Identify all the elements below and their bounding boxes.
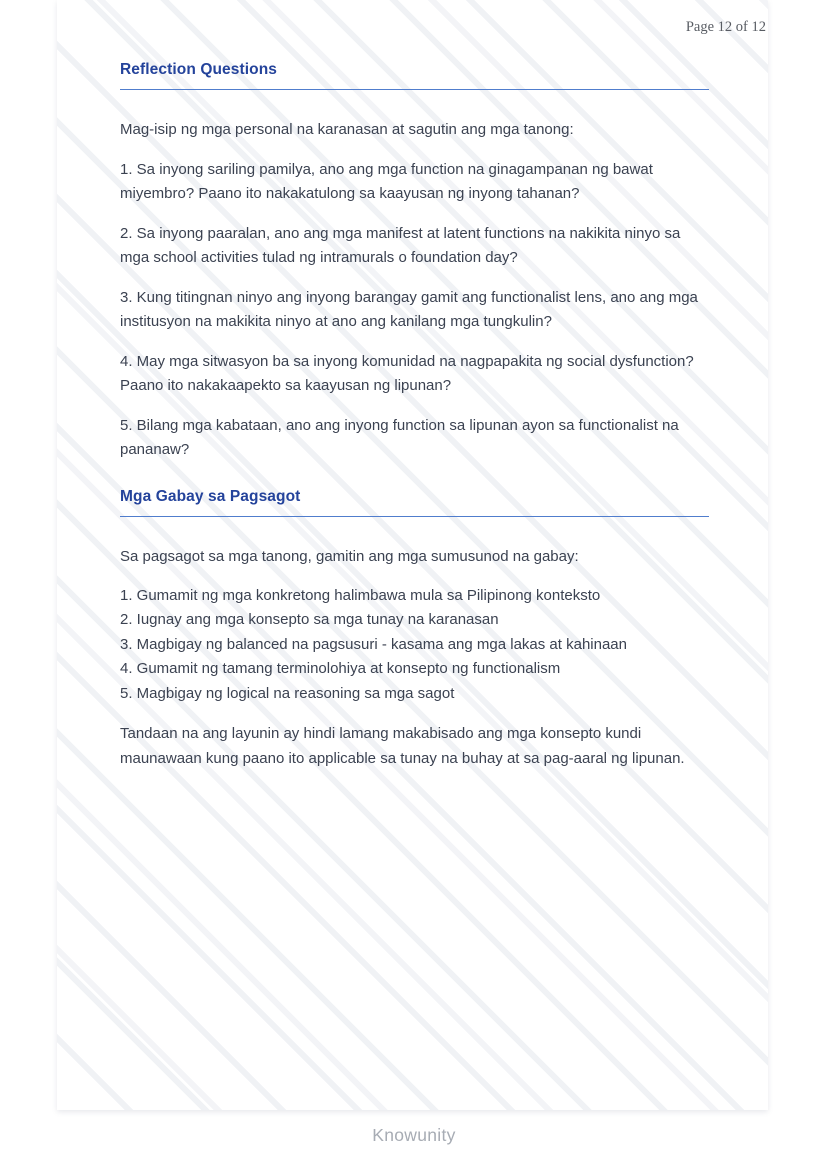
section-intro: Sa pagsagot sa mga tanong, gamitin ang mga sumusunod na gabay: (120, 547, 579, 565)
guide-item-5: 5. Magbigay ng logical na reasoning sa mga sagot (120, 684, 455, 702)
reflection-question-1: 1. Sa inyong sariling pamilya, ano ang mga function na ginagampanan ng bawat miyembro? Paano ito nakakatulong sa kaayusan ng inyong tahanan? (120, 160, 653, 202)
section-intro: Mag-isip ng mga personal na karanasan at sagutin ang mga tanong: (120, 121, 574, 138)
guide-item-2: 2. Iugnay ang mga konsepto sa mga tunay na karanasan (120, 611, 499, 629)
section-heading-reflection-questions: Reflection Questions (120, 61, 278, 78)
reflection-question-3: 3. Kung titingnan ninyo ang inyong barangay gamit ang functionalist lens, ano ang mga institusyon na makikita ninyo at ano ang kanilang mga tungkulin? (120, 288, 698, 330)
reflection-question-4: 4. May mga sitwasyon ba sa inyong komunidad na nagpapakita ng social dysfunction? Paano ito nakakaapekto sa kaayusan ng lipunan? (120, 352, 694, 394)
heading-divider (120, 89, 709, 90)
guide-item-3: 3. Magbigay ng balanced na pagsusuri - kasama ang mga lakas at kahinaan (120, 635, 627, 653)
page-indicator: Page 12 of 12 (685, 19, 766, 35)
guide-item-1: 1. Gumamit ng mga konkretong halimbawa mula sa Pilipinong konteksto (120, 587, 601, 604)
page-content (57, 59, 768, 771)
guide-item-4: 4. Gumamit ng tamang terminolohiya at konsepto ng functionalism (120, 660, 561, 678)
document-page (57, 0, 768, 1110)
reflection-question-5: 5. Bilang mga kabataan, ano ang inyong function sa lipunan ayon sa functionalist na pananaw? (120, 416, 679, 458)
guide-list (120, 584, 709, 706)
reflection-question-2: 2. Sa inyong paaralan, ano ang mga manifest at latent functions na nakikita ninyo sa mga school activities tulad ng intramurals o foundation day? (120, 224, 681, 266)
section-heading-mga-gabay-sa-pagsagot: Mga Gabay sa Pagsagot (120, 487, 301, 505)
footer-brand: Knowunity (372, 1125, 456, 1145)
closing-note: Tandaan na ang layunin ay hindi lamang makabisado ang mga konsepto kundi maunawaan kung paano ito applicable sa tunay na buhay at sa pag-aaral ng lipunan. (120, 725, 685, 767)
heading-divider (120, 516, 709, 517)
